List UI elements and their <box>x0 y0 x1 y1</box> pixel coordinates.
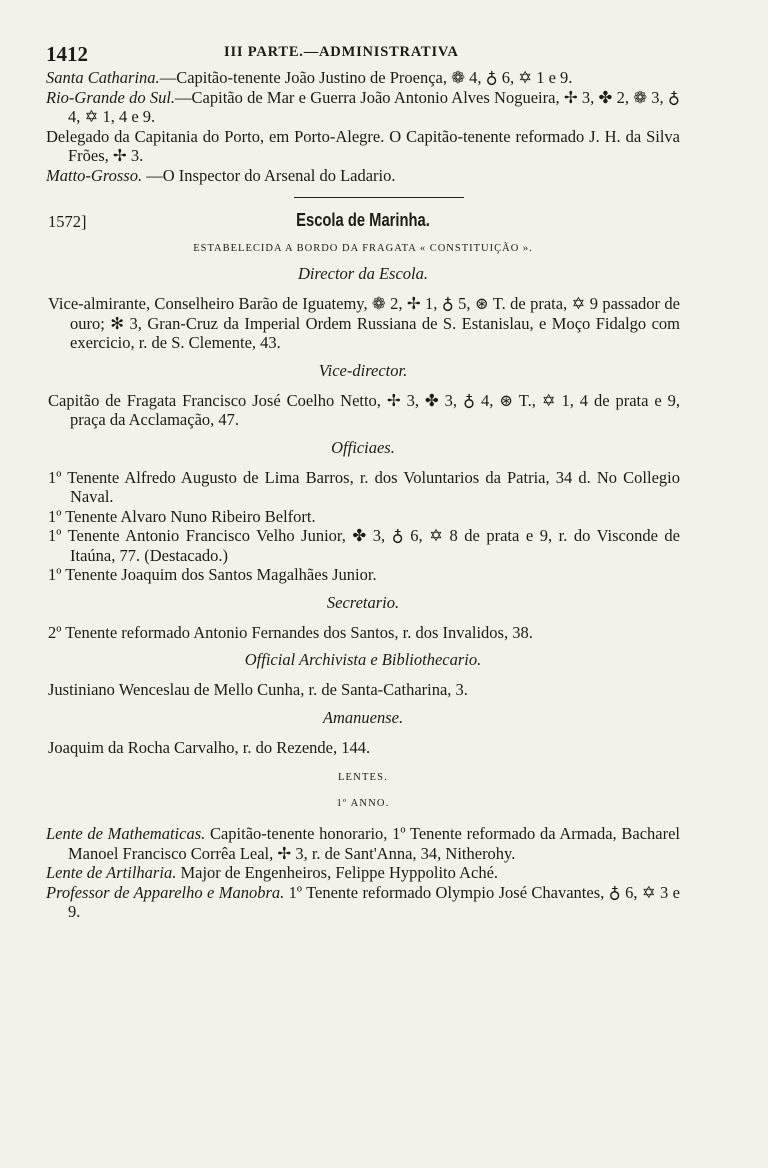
heading-officiaes: Officiaes. <box>331 437 395 457</box>
heading-archivista: Official Archivista e Bibliothecario. <box>244 650 482 669</box>
entry-vice-director: Capitão de Fragata Francisco José Coelho Netto, ✢ 3, ✤ 3, ♁ 4, ⊛ T., ✡ 1, 4 de prata e 9, praça da Acclamação, 47. <box>48 390 680 429</box>
entry-delegado <box>46 127 680 166</box>
entry-official: 1º Tenente Alvaro Nuno Ribeiro Belfort. <box>48 506 316 526</box>
entry-professor-apparelho <box>46 883 680 922</box>
entry-text: —O Inspector do Arsenal do Ladario. <box>142 165 396 185</box>
heading-amanuense: Amanuense. <box>322 707 404 727</box>
divider-rule <box>294 197 464 198</box>
heading-vice-director: Vice-director. <box>318 360 408 380</box>
entry-matto-grosso <box>46 166 680 186</box>
entry-official: 1º Tenente Antonio Francisco Velho Junior, ✤ 3, ♁ 6, ✡ 8 de prata e 9, r. do Visconde de Itaúna, 77. (Destacado.) <box>48 526 680 565</box>
entry-label: Rio-Grande do Sul. <box>46 87 176 107</box>
entry-label: Professor de Apparelho e Manobra. <box>46 882 285 902</box>
document-page <box>46 38 680 922</box>
entry-text: Delegado da Capitania do Porto, em Porto-Alegre. O Capitão-tenente reformado J. H. da Silva Frões, ✢ 3. <box>46 126 680 165</box>
entry-text: Major de Engenheiros, Felippe Hyppolito Aché. <box>176 863 499 882</box>
entry-amanuense: Joaquim da Rocha Carvalho, r. do Rezende, 144. <box>48 737 371 757</box>
entry-text: Capitão-tenente honorario, 1º Tenente reformado da Armada, Bacharel Manoel Francisco Corrêa Leal, ✢ 3, r. de Sant'Anna, 34, Nitherohy. <box>68 824 680 863</box>
page-header <box>46 38 680 68</box>
section-title: Escola de Marinha. <box>296 210 430 230</box>
entry-label: Matto-Grosso. <box>46 165 143 185</box>
entry-label: Lente de Artilharia. <box>46 863 177 882</box>
entry-director: Vice-almirante, Conselheiro Barão de Iguatemy, ❁ 2, ✢ 1, ♁ 5, ⊛ T. de prata, ✡ 9 passador de ouro; ✻ 3, Gran-Cruz da Imperial Ordem Russiana de S. Estanislau, e Moço Fidalgo com exercicio, r. de S. Clemente, 43. <box>48 294 680 352</box>
entry-label: Lente de Mathematicas. <box>46 824 206 843</box>
entry-lente-mathematicas <box>46 824 680 863</box>
entry-secretario: 2º Tenente reformado Antonio Fernandes dos Santos, r. dos Invalidos, 38. <box>48 622 533 642</box>
entry-text: —Capitão-tenente João Justino de Proença, ❁ 4, ♁ 6, ✡ 1 e 9. <box>159 68 573 87</box>
entry-lente-artilharia <box>46 863 680 883</box>
entry-text: 1º Tenente reformado Olympio José Chavantes, ♁ 6, ✡ 3 e 9. <box>68 882 680 921</box>
heading-director: Director da Escola. <box>298 264 428 283</box>
entry-archivista: Justiniano Wenceslau de Mello Cunha, r. de Santa-Catharina, 3. <box>48 680 468 699</box>
section-subtitle: ESTABELECIDA A BORDO DA FRAGATA « CONSTITUIÇÃO ». <box>193 243 533 254</box>
entry-official: 1º Tenente Joaquim dos Santos Magalhães Junior. <box>48 565 377 584</box>
entry-label: Santa Catharina. <box>46 68 160 87</box>
running-title: III PARTE.—ADMINISTRATIVA <box>224 44 459 60</box>
page-number: 1412 <box>46 42 88 66</box>
heading-lentes: LENTES. <box>337 772 389 783</box>
heading-anno: 1º ANNO. <box>336 798 390 809</box>
entry-rio-grande <box>46 88 680 127</box>
entry-santa-catharina <box>46 68 680 88</box>
entry-text: —Capitão de Mar e Guerra João Antonio Alves Nogueira, ✢ 3, ✤ 2, ❁ 3, ♁ 4, ✡ 1, 4 e 9. <box>68 87 680 126</box>
heading-secretario: Secretario. <box>326 592 400 612</box>
section-header <box>46 210 680 234</box>
entry-official: 1º Tenente Alfredo Augusto de Lima Barros, r. dos Voluntarios da Patria, 34 d. No Collegio Naval. <box>48 467 680 506</box>
section-number: 1572] <box>48 212 87 231</box>
